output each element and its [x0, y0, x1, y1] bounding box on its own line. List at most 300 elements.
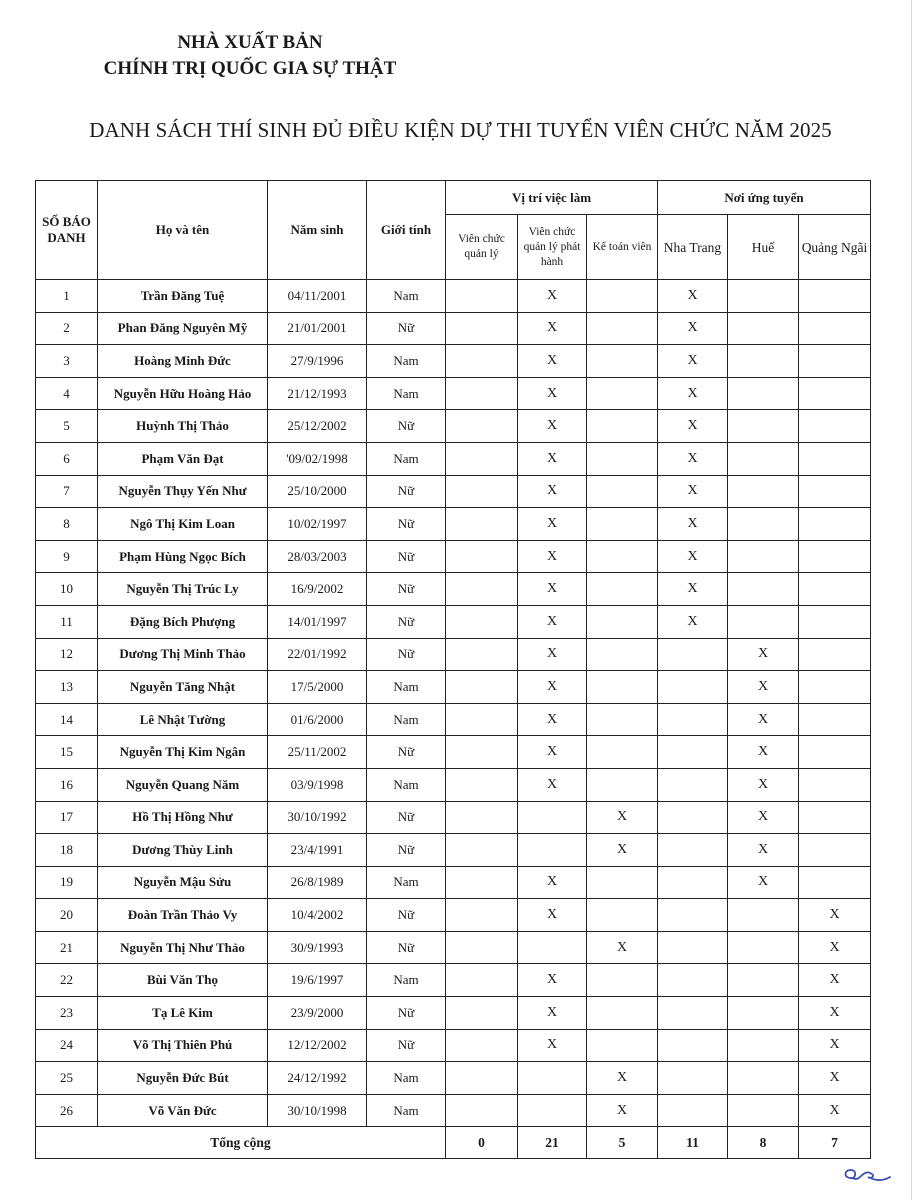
- table-row: [36, 703, 871, 736]
- row-position-manager: [446, 899, 518, 932]
- row-position-accountant: [587, 736, 658, 769]
- row-place-hue: X: [728, 638, 799, 671]
- row-position-manager: [446, 1029, 518, 1062]
- row-position-distribution: [518, 931, 587, 964]
- row-dob: 10/02/1997: [268, 508, 367, 541]
- total-place-hue: 8: [728, 1127, 799, 1159]
- row-name: Tạ Lê Kim: [98, 997, 268, 1030]
- row-position-manager: [446, 410, 518, 443]
- row-number: 22: [36, 964, 98, 997]
- row-dob: 25/12/2002: [268, 410, 367, 443]
- row-number: 11: [36, 605, 98, 638]
- table-row: [36, 312, 871, 345]
- row-number: 23: [36, 997, 98, 1030]
- row-place-hue: [728, 508, 799, 541]
- row-position-accountant: [587, 866, 658, 899]
- total-place-quang-ngai: 7: [799, 1127, 871, 1159]
- row-gender: Nữ: [367, 801, 446, 834]
- row-name: Đoàn Trần Thảo Vy: [98, 899, 268, 932]
- row-dob: 24/12/1992: [268, 1062, 367, 1095]
- row-place-hue: [728, 475, 799, 508]
- row-place-quang-ngai: [799, 540, 871, 573]
- row-position-distribution: X: [518, 638, 587, 671]
- row-position-distribution: X: [518, 997, 587, 1030]
- row-gender: Nam: [367, 377, 446, 410]
- row-place-hue: [728, 540, 799, 573]
- header-sbd: SỐ BÁO DANH: [36, 181, 98, 280]
- row-place-quang-ngai: [799, 671, 871, 704]
- row-place-hue: X: [728, 801, 799, 834]
- table-row: [36, 671, 871, 704]
- row-position-accountant: [587, 345, 658, 378]
- row-place-nha-trang: X: [658, 508, 728, 541]
- row-place-hue: [728, 964, 799, 997]
- total-position-accountant: 5: [587, 1127, 658, 1159]
- header-position-group: Vị trí việc làm: [446, 181, 658, 215]
- row-position-manager: [446, 801, 518, 834]
- row-place-hue: X: [728, 768, 799, 801]
- table-row: [36, 801, 871, 834]
- row-dob: 21/01/2001: [268, 312, 367, 345]
- row-dob: 16/9/2002: [268, 573, 367, 606]
- row-position-accountant: [587, 964, 658, 997]
- row-number: 1: [36, 280, 98, 313]
- row-position-distribution: X: [518, 280, 587, 313]
- row-name: Huỳnh Thị Thảo: [98, 410, 268, 443]
- candidate-table: [35, 180, 871, 1159]
- row-name: Hồ Thị Hồng Như: [98, 801, 268, 834]
- row-position-distribution: X: [518, 410, 587, 443]
- row-position-accountant: X: [587, 1062, 658, 1095]
- row-position-accountant: [587, 442, 658, 475]
- row-number: 12: [36, 638, 98, 671]
- table-row: [36, 573, 871, 606]
- row-name: Bùi Văn Thọ: [98, 964, 268, 997]
- row-place-quang-ngai: [799, 573, 871, 606]
- row-position-manager: [446, 671, 518, 704]
- row-number: 15: [36, 736, 98, 769]
- row-number: 2: [36, 312, 98, 345]
- row-place-nha-trang: [658, 1094, 728, 1127]
- row-position-manager: [446, 834, 518, 867]
- row-place-quang-ngai: [799, 801, 871, 834]
- row-place-nha-trang: [658, 866, 728, 899]
- row-gender: Nữ: [367, 312, 446, 345]
- row-place-hue: [728, 1062, 799, 1095]
- row-number: 17: [36, 801, 98, 834]
- row-dob: 23/4/1991: [268, 834, 367, 867]
- row-number: 8: [36, 508, 98, 541]
- row-number: 25: [36, 1062, 98, 1095]
- row-dob: 19/6/1997: [268, 964, 367, 997]
- row-place-quang-ngai: X: [799, 899, 871, 932]
- row-position-distribution: X: [518, 508, 587, 541]
- row-number: 6: [36, 442, 98, 475]
- row-place-nha-trang: X: [658, 345, 728, 378]
- row-place-nha-trang: [658, 768, 728, 801]
- table-row: [36, 964, 871, 997]
- row-place-nha-trang: X: [658, 410, 728, 443]
- row-position-accountant: X: [587, 931, 658, 964]
- row-position-distribution: X: [518, 377, 587, 410]
- row-place-nha-trang: [658, 801, 728, 834]
- row-position-accountant: [587, 638, 658, 671]
- table-row: [36, 736, 871, 769]
- header-dob: Năm sinh: [268, 181, 367, 280]
- row-position-manager: [446, 638, 518, 671]
- row-gender: Nam: [367, 768, 446, 801]
- row-place-quang-ngai: [799, 834, 871, 867]
- row-name: Nguyễn Hữu Hoàng Hảo: [98, 377, 268, 410]
- row-place-hue: [728, 377, 799, 410]
- row-place-nha-trang: X: [658, 573, 728, 606]
- row-dob: 01/6/2000: [268, 703, 367, 736]
- row-position-manager: [446, 768, 518, 801]
- row-position-accountant: [587, 703, 658, 736]
- table-body: [36, 280, 871, 1127]
- table-row: [36, 605, 871, 638]
- row-place-hue: X: [728, 671, 799, 704]
- row-name: Nguyễn Mậu Sửu: [98, 866, 268, 899]
- row-position-accountant: X: [587, 1094, 658, 1127]
- row-name: Nguyễn Tăng Nhật: [98, 671, 268, 704]
- row-number: 16: [36, 768, 98, 801]
- row-gender: Nam: [367, 1062, 446, 1095]
- row-dob: 10/4/2002: [268, 899, 367, 932]
- row-position-accountant: [587, 312, 658, 345]
- row-number: 19: [36, 866, 98, 899]
- row-place-hue: [728, 345, 799, 378]
- row-place-quang-ngai: X: [799, 964, 871, 997]
- row-number: 7: [36, 475, 98, 508]
- row-place-hue: [728, 1094, 799, 1127]
- row-gender: Nữ: [367, 508, 446, 541]
- row-place-quang-ngai: [799, 508, 871, 541]
- row-position-manager: [446, 703, 518, 736]
- row-place-nha-trang: [658, 671, 728, 704]
- row-place-nha-trang: [658, 703, 728, 736]
- table-row: [36, 638, 871, 671]
- row-place-hue: [728, 410, 799, 443]
- table-row: [36, 345, 871, 378]
- table-row: [36, 508, 871, 541]
- row-name: Võ Thị Thiên Phú: [98, 1029, 268, 1062]
- row-place-nha-trang: [658, 899, 728, 932]
- row-gender: Nam: [367, 280, 446, 313]
- row-place-nha-trang: [658, 997, 728, 1030]
- row-place-nha-trang: [658, 964, 728, 997]
- table-row: [36, 768, 871, 801]
- row-place-nha-trang: X: [658, 475, 728, 508]
- row-place-quang-ngai: X: [799, 1062, 871, 1095]
- row-name: Phạm Văn Đạt: [98, 442, 268, 475]
- row-position-distribution: X: [518, 899, 587, 932]
- row-place-quang-ngai: X: [799, 997, 871, 1030]
- row-place-nha-trang: X: [658, 540, 728, 573]
- row-position-accountant: [587, 475, 658, 508]
- row-place-quang-ngai: [799, 638, 871, 671]
- row-dob: 23/9/2000: [268, 997, 367, 1030]
- row-gender: Nữ: [367, 1029, 446, 1062]
- row-number: 10: [36, 573, 98, 606]
- row-gender: Nam: [367, 442, 446, 475]
- row-place-hue: [728, 573, 799, 606]
- row-position-accountant: [587, 280, 658, 313]
- row-position-manager: [446, 377, 518, 410]
- row-place-nha-trang: [658, 1062, 728, 1095]
- table-row: [36, 280, 871, 313]
- row-gender: Nữ: [367, 573, 446, 606]
- table-row: [36, 540, 871, 573]
- row-number: 9: [36, 540, 98, 573]
- total-position-manager: 0: [446, 1127, 518, 1159]
- row-dob: 26/8/1989: [268, 866, 367, 899]
- row-gender: Nam: [367, 1094, 446, 1127]
- row-gender: Nữ: [367, 899, 446, 932]
- row-place-hue: [728, 605, 799, 638]
- row-place-quang-ngai: [799, 312, 871, 345]
- row-place-quang-ngai: [799, 410, 871, 443]
- table-row: [36, 899, 871, 932]
- row-position-accountant: [587, 768, 658, 801]
- row-name: Hoàng Minh Đức: [98, 345, 268, 378]
- row-place-quang-ngai: [799, 280, 871, 313]
- header-place-quang-ngai: Quảng Ngãi: [799, 215, 871, 280]
- header-position-manager: Viên chức quản lý: [446, 215, 518, 280]
- header-place-group: Nơi ứng tuyển: [658, 181, 871, 215]
- row-position-distribution: [518, 834, 587, 867]
- header-place-hue: Huế: [728, 215, 799, 280]
- row-place-hue: [728, 899, 799, 932]
- row-place-hue: [728, 997, 799, 1030]
- row-position-accountant: [587, 540, 658, 573]
- total-row: [36, 1127, 871, 1159]
- row-dob: 22/01/1992: [268, 638, 367, 671]
- row-name: Nguyễn Thị Như Thảo: [98, 931, 268, 964]
- row-place-hue: [728, 1029, 799, 1062]
- header-gender: Giới tính: [367, 181, 446, 280]
- row-place-quang-ngai: X: [799, 1029, 871, 1062]
- row-dob: 28/03/2003: [268, 540, 367, 573]
- table-row: [36, 475, 871, 508]
- row-position-manager: [446, 997, 518, 1030]
- row-place-hue: [728, 280, 799, 313]
- row-dob: 27/9/1996: [268, 345, 367, 378]
- row-position-accountant: X: [587, 834, 658, 867]
- table-row: [36, 834, 871, 867]
- row-name: Nguyễn Thị Trúc Ly: [98, 573, 268, 606]
- row-position-distribution: X: [518, 475, 587, 508]
- row-place-nha-trang: X: [658, 442, 728, 475]
- row-position-accountant: [587, 377, 658, 410]
- row-position-manager: [446, 508, 518, 541]
- row-name: Dương Thị Minh Thảo: [98, 638, 268, 671]
- row-position-manager: [446, 931, 518, 964]
- row-position-distribution: X: [518, 540, 587, 573]
- row-position-accountant: X: [587, 801, 658, 834]
- row-place-quang-ngai: [799, 345, 871, 378]
- row-dob: 30/9/1993: [268, 931, 367, 964]
- row-place-nha-trang: X: [658, 312, 728, 345]
- row-position-manager: [446, 605, 518, 638]
- row-position-distribution: X: [518, 671, 587, 704]
- row-gender: Nữ: [367, 540, 446, 573]
- row-name: Nguyễn Đức Bút: [98, 1062, 268, 1095]
- table-row: [36, 442, 871, 475]
- row-position-manager: [446, 345, 518, 378]
- row-gender: Nữ: [367, 931, 446, 964]
- row-number: 21: [36, 931, 98, 964]
- row-position-distribution: X: [518, 442, 587, 475]
- row-name: Nguyễn Thụy Yến Như: [98, 475, 268, 508]
- row-place-nha-trang: [658, 638, 728, 671]
- row-name: Võ Văn Đức: [98, 1094, 268, 1127]
- publisher-line-2: CHÍNH TRỊ QUỐC GIA SỰ THẬT: [103, 58, 397, 79]
- row-position-distribution: X: [518, 312, 587, 345]
- row-position-distribution: X: [518, 964, 587, 997]
- row-gender: Nữ: [367, 410, 446, 443]
- row-position-manager: [446, 964, 518, 997]
- row-number: 20: [36, 899, 98, 932]
- row-name: Ngô Thị Kim Loan: [98, 508, 268, 541]
- row-dob: 30/10/1998: [268, 1094, 367, 1127]
- row-position-accountant: [587, 605, 658, 638]
- row-position-accountant: [587, 997, 658, 1030]
- row-position-manager: [446, 573, 518, 606]
- row-gender: Nam: [367, 671, 446, 704]
- row-number: 24: [36, 1029, 98, 1062]
- row-position-manager: [446, 1094, 518, 1127]
- row-name: Phạm Hùng Ngọc Bích: [98, 540, 268, 573]
- row-name: Nguyễn Thị Kim Ngân: [98, 736, 268, 769]
- row-place-quang-ngai: [799, 605, 871, 638]
- row-place-nha-trang: X: [658, 280, 728, 313]
- row-place-quang-ngai: [799, 703, 871, 736]
- row-place-quang-ngai: X: [799, 931, 871, 964]
- table-row: [36, 410, 871, 443]
- row-dob: 14/01/1997: [268, 605, 367, 638]
- table-row: [36, 1094, 871, 1127]
- row-place-quang-ngai: [799, 377, 871, 410]
- row-place-nha-trang: [658, 736, 728, 769]
- row-number: 5: [36, 410, 98, 443]
- row-dob: 25/11/2002: [268, 736, 367, 769]
- row-name: Đặng Bích Phượng: [98, 605, 268, 638]
- row-position-distribution: X: [518, 866, 587, 899]
- row-position-accountant: [587, 410, 658, 443]
- row-dob: 30/10/1992: [268, 801, 367, 834]
- row-place-hue: [728, 312, 799, 345]
- row-gender: Nam: [367, 866, 446, 899]
- row-position-accountant: [587, 508, 658, 541]
- row-gender: Nữ: [367, 834, 446, 867]
- row-position-distribution: [518, 1094, 587, 1127]
- row-position-distribution: [518, 1062, 587, 1095]
- row-dob: 25/10/2000: [268, 475, 367, 508]
- total-label: Tổng cộng: [36, 1127, 446, 1159]
- row-place-nha-trang: X: [658, 605, 728, 638]
- document-title: DANH SÁCH THÍ SINH ĐỦ ĐIỀU KIỆN DỰ THI TUYỂN VIÊN CHỨC NĂM 2025: [89, 118, 832, 142]
- row-position-manager: [446, 540, 518, 573]
- header-position-distribution: Viên chức quản lý phát hành: [518, 215, 587, 280]
- row-dob: '09/02/1998: [268, 442, 367, 475]
- row-place-hue: X: [728, 834, 799, 867]
- row-name: Lê Nhật Tường: [98, 703, 268, 736]
- table-row: [36, 866, 871, 899]
- signature-initials: [838, 1162, 908, 1186]
- row-gender: Nam: [367, 345, 446, 378]
- table-row: [36, 377, 871, 410]
- header-place-nha-trang: Nha Trang: [658, 215, 728, 280]
- row-position-manager: [446, 280, 518, 313]
- row-position-manager: [446, 866, 518, 899]
- row-position-distribution: X: [518, 736, 587, 769]
- row-name: Dương Thùy Linh: [98, 834, 268, 867]
- row-gender: Nữ: [367, 736, 446, 769]
- table-row: [36, 1062, 871, 1095]
- page-edge-line: [911, 0, 912, 1200]
- row-number: 3: [36, 345, 98, 378]
- row-gender: Nam: [367, 964, 446, 997]
- row-position-distribution: [518, 801, 587, 834]
- row-gender: Nữ: [367, 638, 446, 671]
- row-dob: 17/5/2000: [268, 671, 367, 704]
- row-name: Nguyễn Quang Năm: [98, 768, 268, 801]
- row-place-quang-ngai: [799, 475, 871, 508]
- row-position-accountant: [587, 573, 658, 606]
- row-position-distribution: X: [518, 605, 587, 638]
- total-position-distribution: 21: [518, 1127, 587, 1159]
- row-place-quang-ngai: [799, 768, 871, 801]
- row-gender: Nữ: [367, 475, 446, 508]
- row-position-manager: [446, 475, 518, 508]
- row-place-nha-trang: [658, 931, 728, 964]
- row-position-manager: [446, 736, 518, 769]
- row-position-accountant: [587, 1029, 658, 1062]
- row-place-hue: X: [728, 703, 799, 736]
- table-row: [36, 931, 871, 964]
- row-dob: 03/9/1998: [268, 768, 367, 801]
- row-place-hue: [728, 442, 799, 475]
- row-position-accountant: [587, 671, 658, 704]
- row-position-distribution: X: [518, 768, 587, 801]
- row-gender: Nam: [367, 703, 446, 736]
- row-number: 4: [36, 377, 98, 410]
- row-place-quang-ngai: [799, 866, 871, 899]
- row-dob: 21/12/1993: [268, 377, 367, 410]
- row-name: Phan Đăng Nguyên Mỹ: [98, 312, 268, 345]
- header-name: Họ và tên: [98, 181, 268, 280]
- row-place-quang-ngai: X: [799, 1094, 871, 1127]
- row-position-manager: [446, 442, 518, 475]
- row-position-distribution: X: [518, 1029, 587, 1062]
- row-gender: Nữ: [367, 605, 446, 638]
- total-place-nha-trang: 11: [658, 1127, 728, 1159]
- table-row: [36, 997, 871, 1030]
- row-place-nha-trang: [658, 834, 728, 867]
- row-number: 14: [36, 703, 98, 736]
- row-position-distribution: X: [518, 345, 587, 378]
- row-place-hue: X: [728, 736, 799, 769]
- row-name: Trần Đăng Tuệ: [98, 280, 268, 313]
- row-dob: 12/12/2002: [268, 1029, 367, 1062]
- row-position-distribution: X: [518, 703, 587, 736]
- row-place-hue: [728, 931, 799, 964]
- row-number: 26: [36, 1094, 98, 1127]
- row-place-quang-ngai: [799, 442, 871, 475]
- row-place-nha-trang: X: [658, 377, 728, 410]
- row-place-nha-trang: [658, 1029, 728, 1062]
